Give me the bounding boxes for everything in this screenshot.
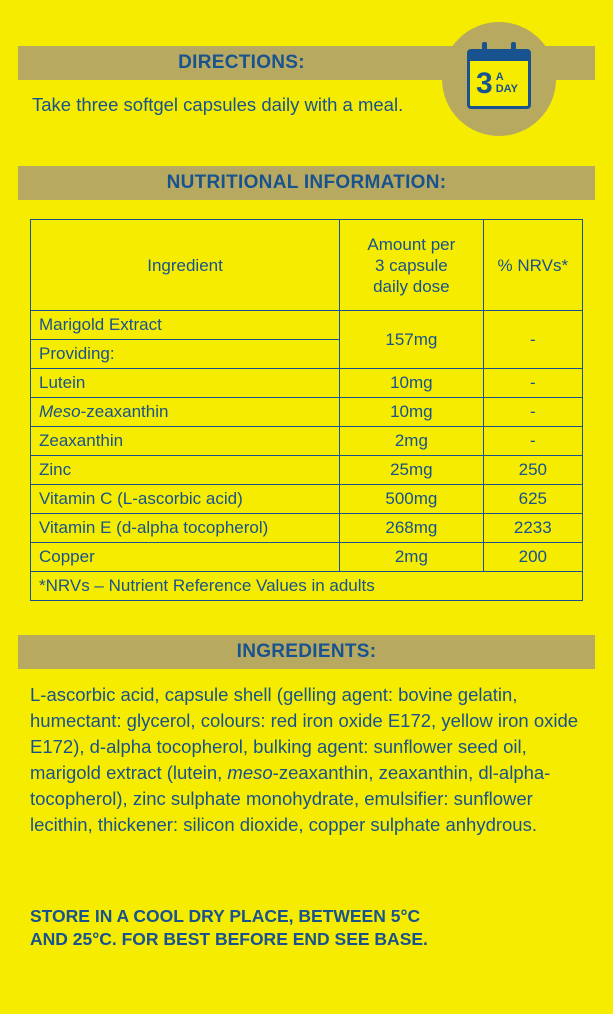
cell-nrv: - [483,427,582,456]
table-footnote-row [31,572,583,601]
table-row [31,514,583,543]
cell-ingredient: Lutein [31,369,340,398]
cell-amount: 500mg [340,485,484,514]
ingredients-body-text [30,682,586,838]
table-footnote: *NRVs – Nutrient Reference Values in adults [31,572,583,601]
table-row [31,398,583,427]
column-header-amount-line1: Amount per [367,234,456,254]
three-a-day-badge [442,22,556,136]
cell-ingredient: Zeaxanthin [31,427,340,456]
table-header-row [31,220,583,311]
ingredients-header-bar [18,635,595,669]
nutritional-header-bar [18,166,595,200]
column-header-amount-line3: daily dose [373,276,450,296]
cell-ingredient: Vitamin C (L-ascorbic acid) [31,485,340,514]
cell-amount: 10mg [340,398,484,427]
ingredients-italic-meso: meso [227,762,273,783]
cell-ingredient: Providing: [31,340,340,369]
cell-nrv: - [483,369,582,398]
cell-ingredient-italic: Meso [39,402,81,421]
calendar-body [470,61,528,106]
column-header-ingredient: Ingredient [31,220,340,311]
ingredients-header-label: INGREDIENTS: [236,641,377,662]
badge-inner [460,40,538,118]
cell-ingredient: Marigold Extract [31,311,340,340]
cell-nrv: 200 [483,543,582,572]
nutrition-table-wrapper [30,219,583,601]
cell-ingredient: Copper [31,543,340,572]
ingredients-part2: -zeaxanthin, zeaxanthin, dl-alpha-tocopherol), zinc sulphate monohydrate, emulsifier: sunflower lecithin, thickener: silicon dioxide, copper sulphate anhydrous. [30,762,551,835]
ingredients-part1: L-ascorbic acid, capsule shell (gelling agent: bovine gelatin, humectant: glycerol, colours: red iron oxide E172, yellow iron oxide E172), d-alpha tocopherol, bulking agent: sunflower seed oil, marigold extract (lutein, [30,684,579,783]
directions-header-label: DIRECTIONS: [178,52,305,73]
cell-ingredient: Vitamin E (d-alpha tocopherol) [31,514,340,543]
cell-nrv: - [483,311,582,369]
badge-word-a: A [495,70,504,83]
table-row [31,456,583,485]
column-header-amount-line2: 3 capsule [374,255,448,275]
cell-nrv: - [483,398,582,427]
table-row [31,311,583,340]
calendar-icon [467,49,531,109]
badge-word-day: DAY [495,82,518,95]
cell-nrv: 625 [483,485,582,514]
storage-line-1: STORE IN A COOL DRY PLACE, BETWEEN 5°C [30,906,421,926]
cell-amount: 25mg [340,456,484,485]
column-header-nrv: % NRVs* [483,220,582,311]
table-row [31,543,583,572]
nutritional-header-label: NUTRITIONAL INFORMATION: [166,172,447,193]
cell-ingredient-text: -zeaxanthin [80,402,169,421]
cell-amount: 2mg [340,543,484,572]
column-header-amount [340,220,484,311]
nutrition-table-body [31,311,583,601]
storage-instructions [30,905,586,951]
storage-line-2: AND 25°C. FOR BEST BEFORE END SEE BASE. [30,929,428,949]
badge-words [496,72,518,95]
table-row [31,427,583,456]
cell-amount: 2mg [340,427,484,456]
cell-nrv: 2233 [483,514,582,543]
table-row [31,369,583,398]
cell-nrv: 250 [483,456,582,485]
nutrition-table [30,219,583,601]
cell-amount: 157mg [340,311,484,369]
cell-amount: 268mg [340,514,484,543]
nutrition-table-head [31,220,583,311]
cell-ingredient: Zinc [31,456,340,485]
cell-amount: 10mg [340,369,484,398]
calendar-header-strip [470,52,528,61]
badge-number: 3 [476,66,493,100]
cell-ingredient [31,398,340,427]
table-row [31,485,583,514]
directions-body-text: Take three softgel capsules daily with a meal. [32,94,404,115]
